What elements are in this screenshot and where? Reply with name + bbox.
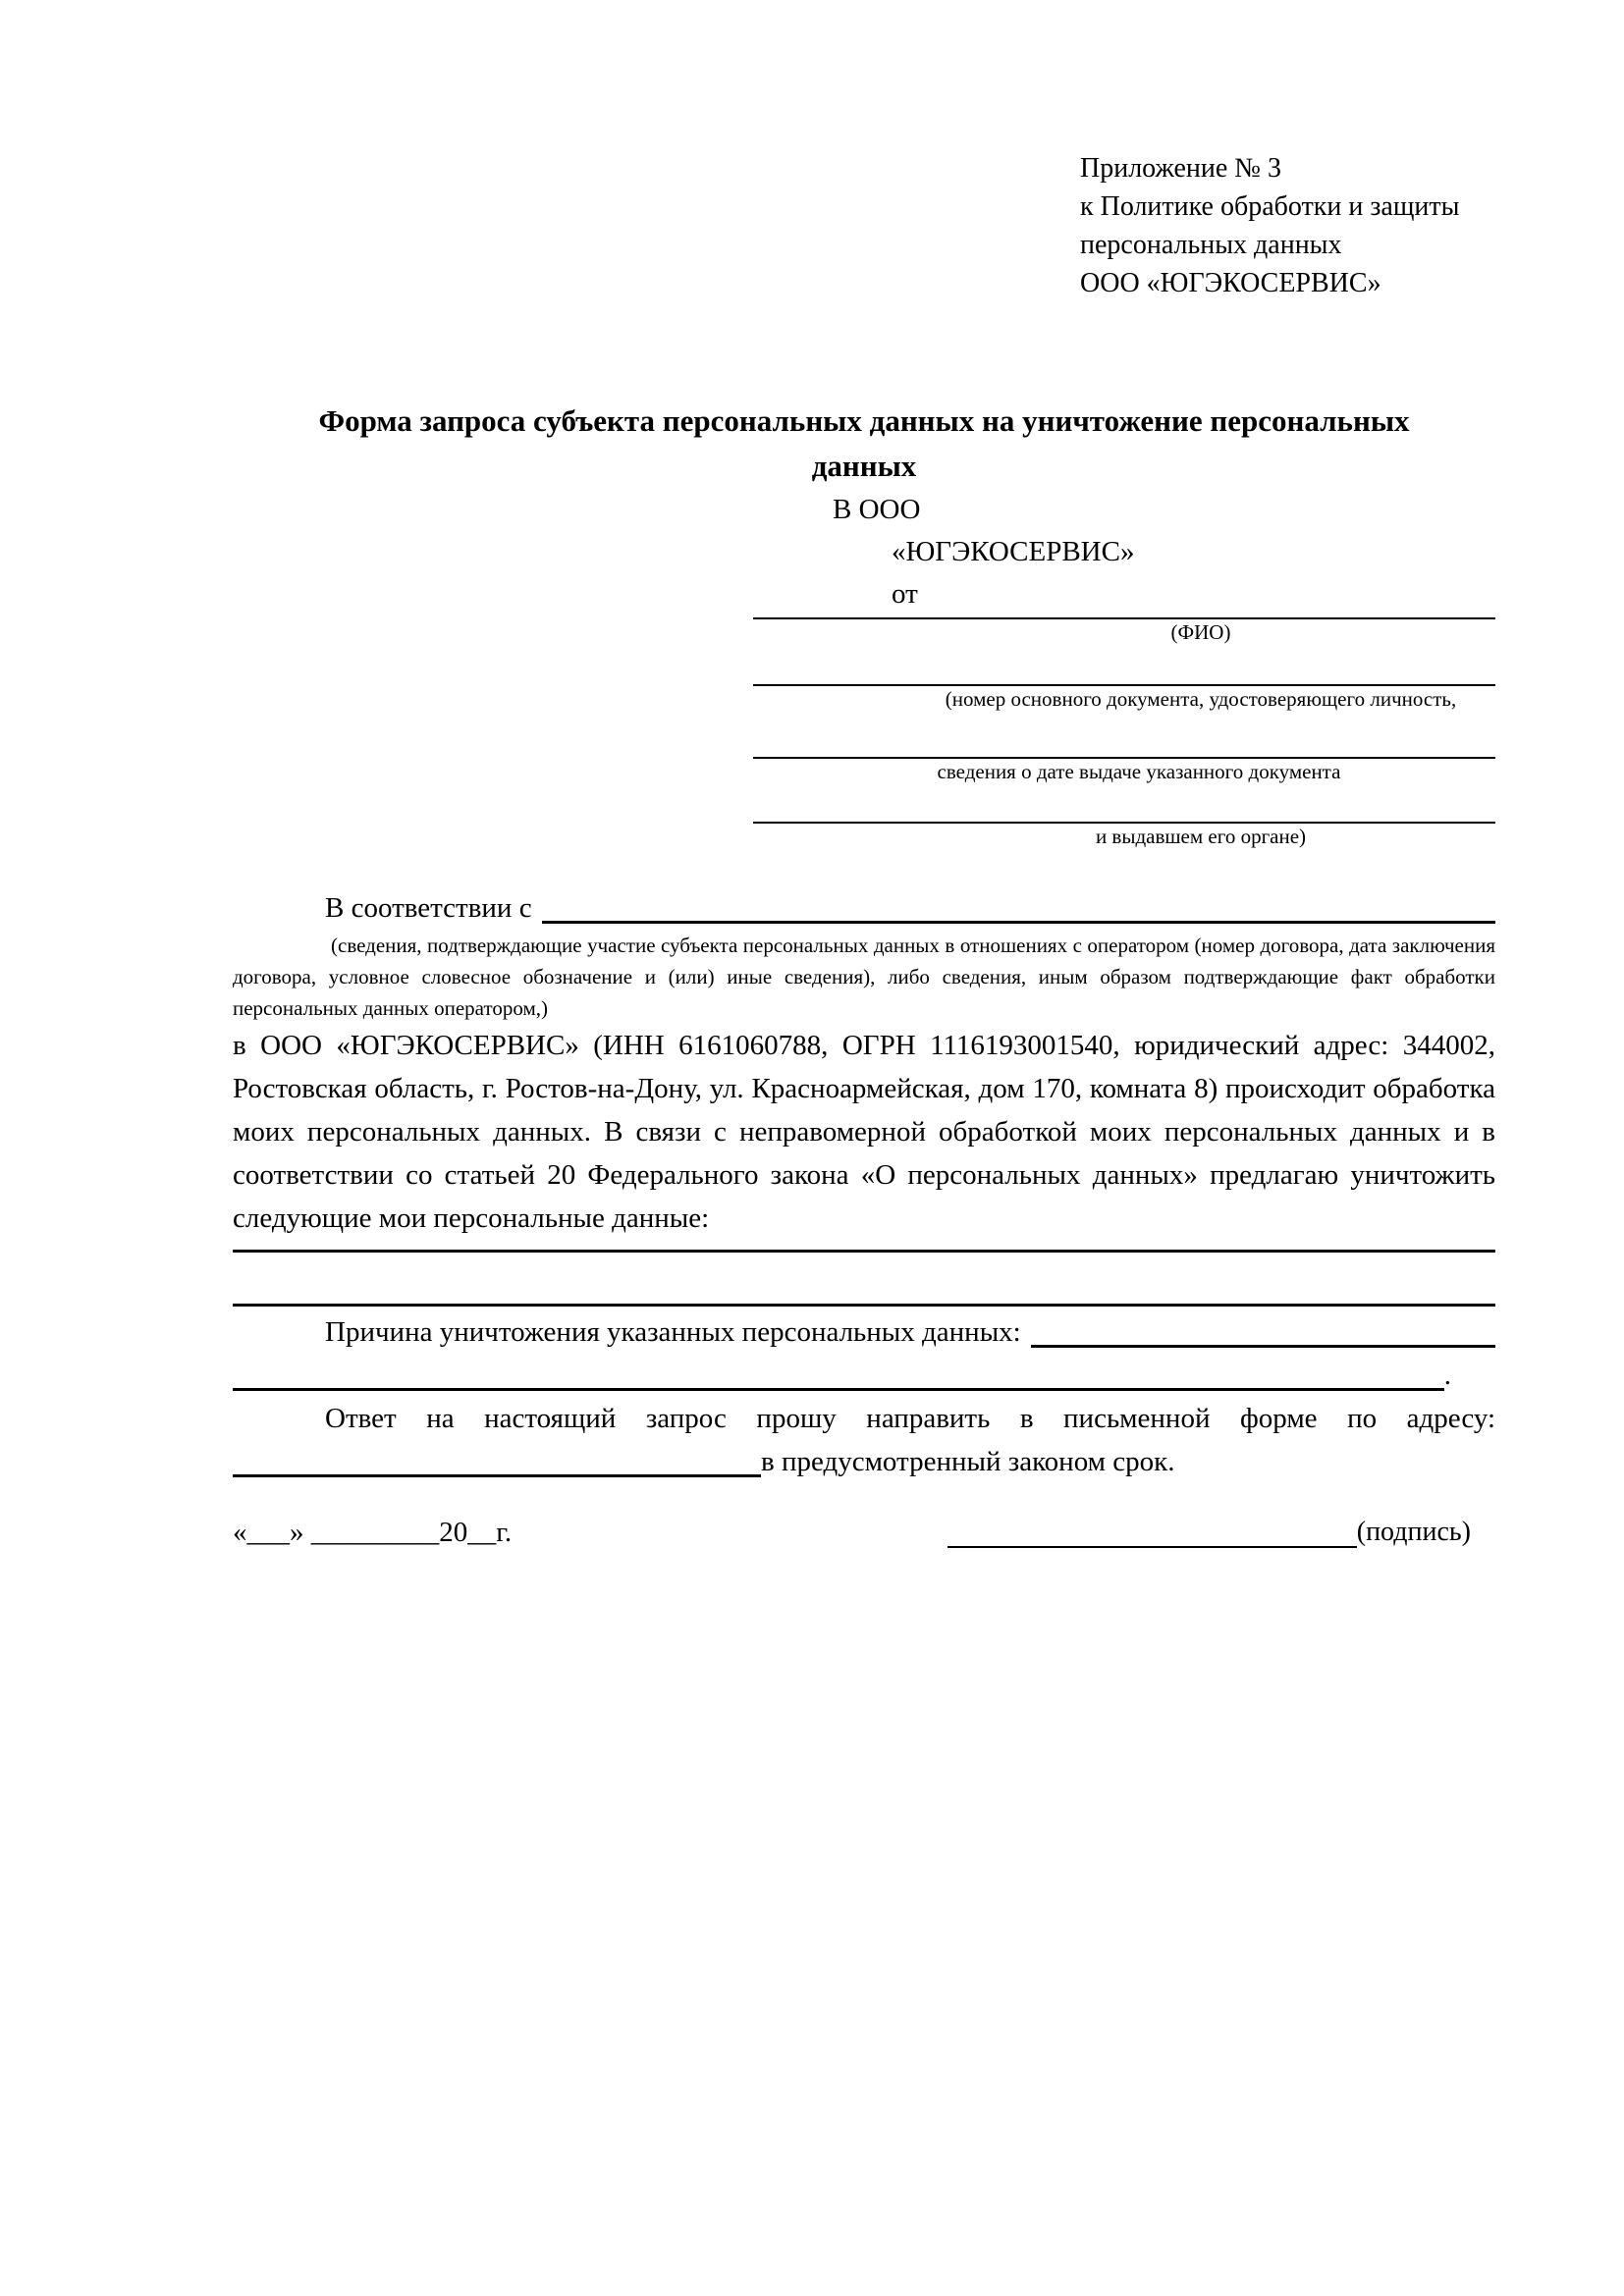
identity-document-number-field xyxy=(753,645,1495,712)
personal-data-blank-line-2 xyxy=(233,1253,1495,1307)
date-blank: «___» _________20__г. xyxy=(233,1517,513,1548)
appendix-line: ООО «ЮГЭКОСЕРВИС» xyxy=(1080,268,1381,298)
addressee-org-name: «ЮГЭКОСЕРВИС» xyxy=(892,536,1135,567)
accordance-sentence xyxy=(233,886,1495,930)
appendix-line: к Политике обработки и защиты xyxy=(1080,191,1460,222)
field-caption-fio: (ФИО) xyxy=(1170,620,1231,644)
addressee-from-label: от xyxy=(892,578,918,610)
main-paragraph: в ООО «ЮГЭКОСЕРВИС» (ИНН 6161060788, ОГРН 1116193001540, юридический адрес: 344002, Ростовская область, г. Ростов-на-Дону, ул. Красноармейская, дом 170, комната 8) происходит обработка моих персональных данных. В связи с неправомерной обработкой моих персональных данных и в соответствии со статьей 20 Федерального закона «О персональных данных» предлагаю уничтожить следующие мои персональные данные: xyxy=(233,1030,1495,1234)
date-signature-row xyxy=(233,1511,1495,1554)
address-blank-line xyxy=(233,1474,761,1477)
field-caption-issuing-authority: и выдавшем его органе) xyxy=(1095,825,1307,848)
reason-label: Причина уничтожения указанных персональных данных: xyxy=(325,1316,1021,1348)
signature-caption: (подпись) xyxy=(1356,1517,1471,1547)
reason-blank-line xyxy=(1031,1345,1495,1348)
document-title: Форма запроса субъекта персональных данных на уничтожение персональных данных xyxy=(318,403,1410,483)
signature-blank-line xyxy=(947,1546,1357,1548)
accordance-blank-line xyxy=(542,921,1495,924)
appendix-line: персональных данных xyxy=(1080,230,1342,260)
appendix-line: Приложение № 3 xyxy=(1080,153,1281,184)
field-caption-issue-date: сведения о дате выдаче указанного документа xyxy=(937,760,1341,783)
blank-line xyxy=(753,645,1495,686)
appendix-block xyxy=(1080,149,1495,302)
reason-sentence xyxy=(233,1310,1495,1354)
addressee-org-prefix: В ООО xyxy=(833,494,921,525)
response-request-sentence: Ответ на настоящий запрос прошу направить в письменной форме по адресу: xyxy=(325,1403,1495,1434)
blank-line xyxy=(753,784,1495,824)
sentence-period: . xyxy=(1443,1360,1451,1391)
response-address-row xyxy=(233,1440,1495,1483)
document-issue-date-field xyxy=(753,712,1495,784)
signature-group xyxy=(947,1511,1471,1554)
accordance-footnote: (сведения, подтверждающие участие субъекта персональных данных в отношениях с оператором (номер договора, дата заключения договора, условное словесное обозначение и (или) иные сведения), либо сведения, иным образом подтверждающие факт обработки персональных данных оператором,) xyxy=(233,934,1495,1020)
blank-line xyxy=(753,712,1495,759)
issuing-authority-field xyxy=(753,784,1495,849)
personal-data-blank-line-1 xyxy=(233,1240,1495,1253)
applicant-name-field xyxy=(753,615,1495,645)
reason-continuation xyxy=(233,1354,1495,1397)
field-caption-doc-number: (номер основного документа, удостоверяющего личность, xyxy=(945,687,1457,711)
accordance-prefix: В соответствии с xyxy=(325,892,532,924)
response-request-tail: в предусмотренный законом срок. xyxy=(761,1446,1175,1477)
reason-blank-line-2 xyxy=(233,1388,1444,1391)
